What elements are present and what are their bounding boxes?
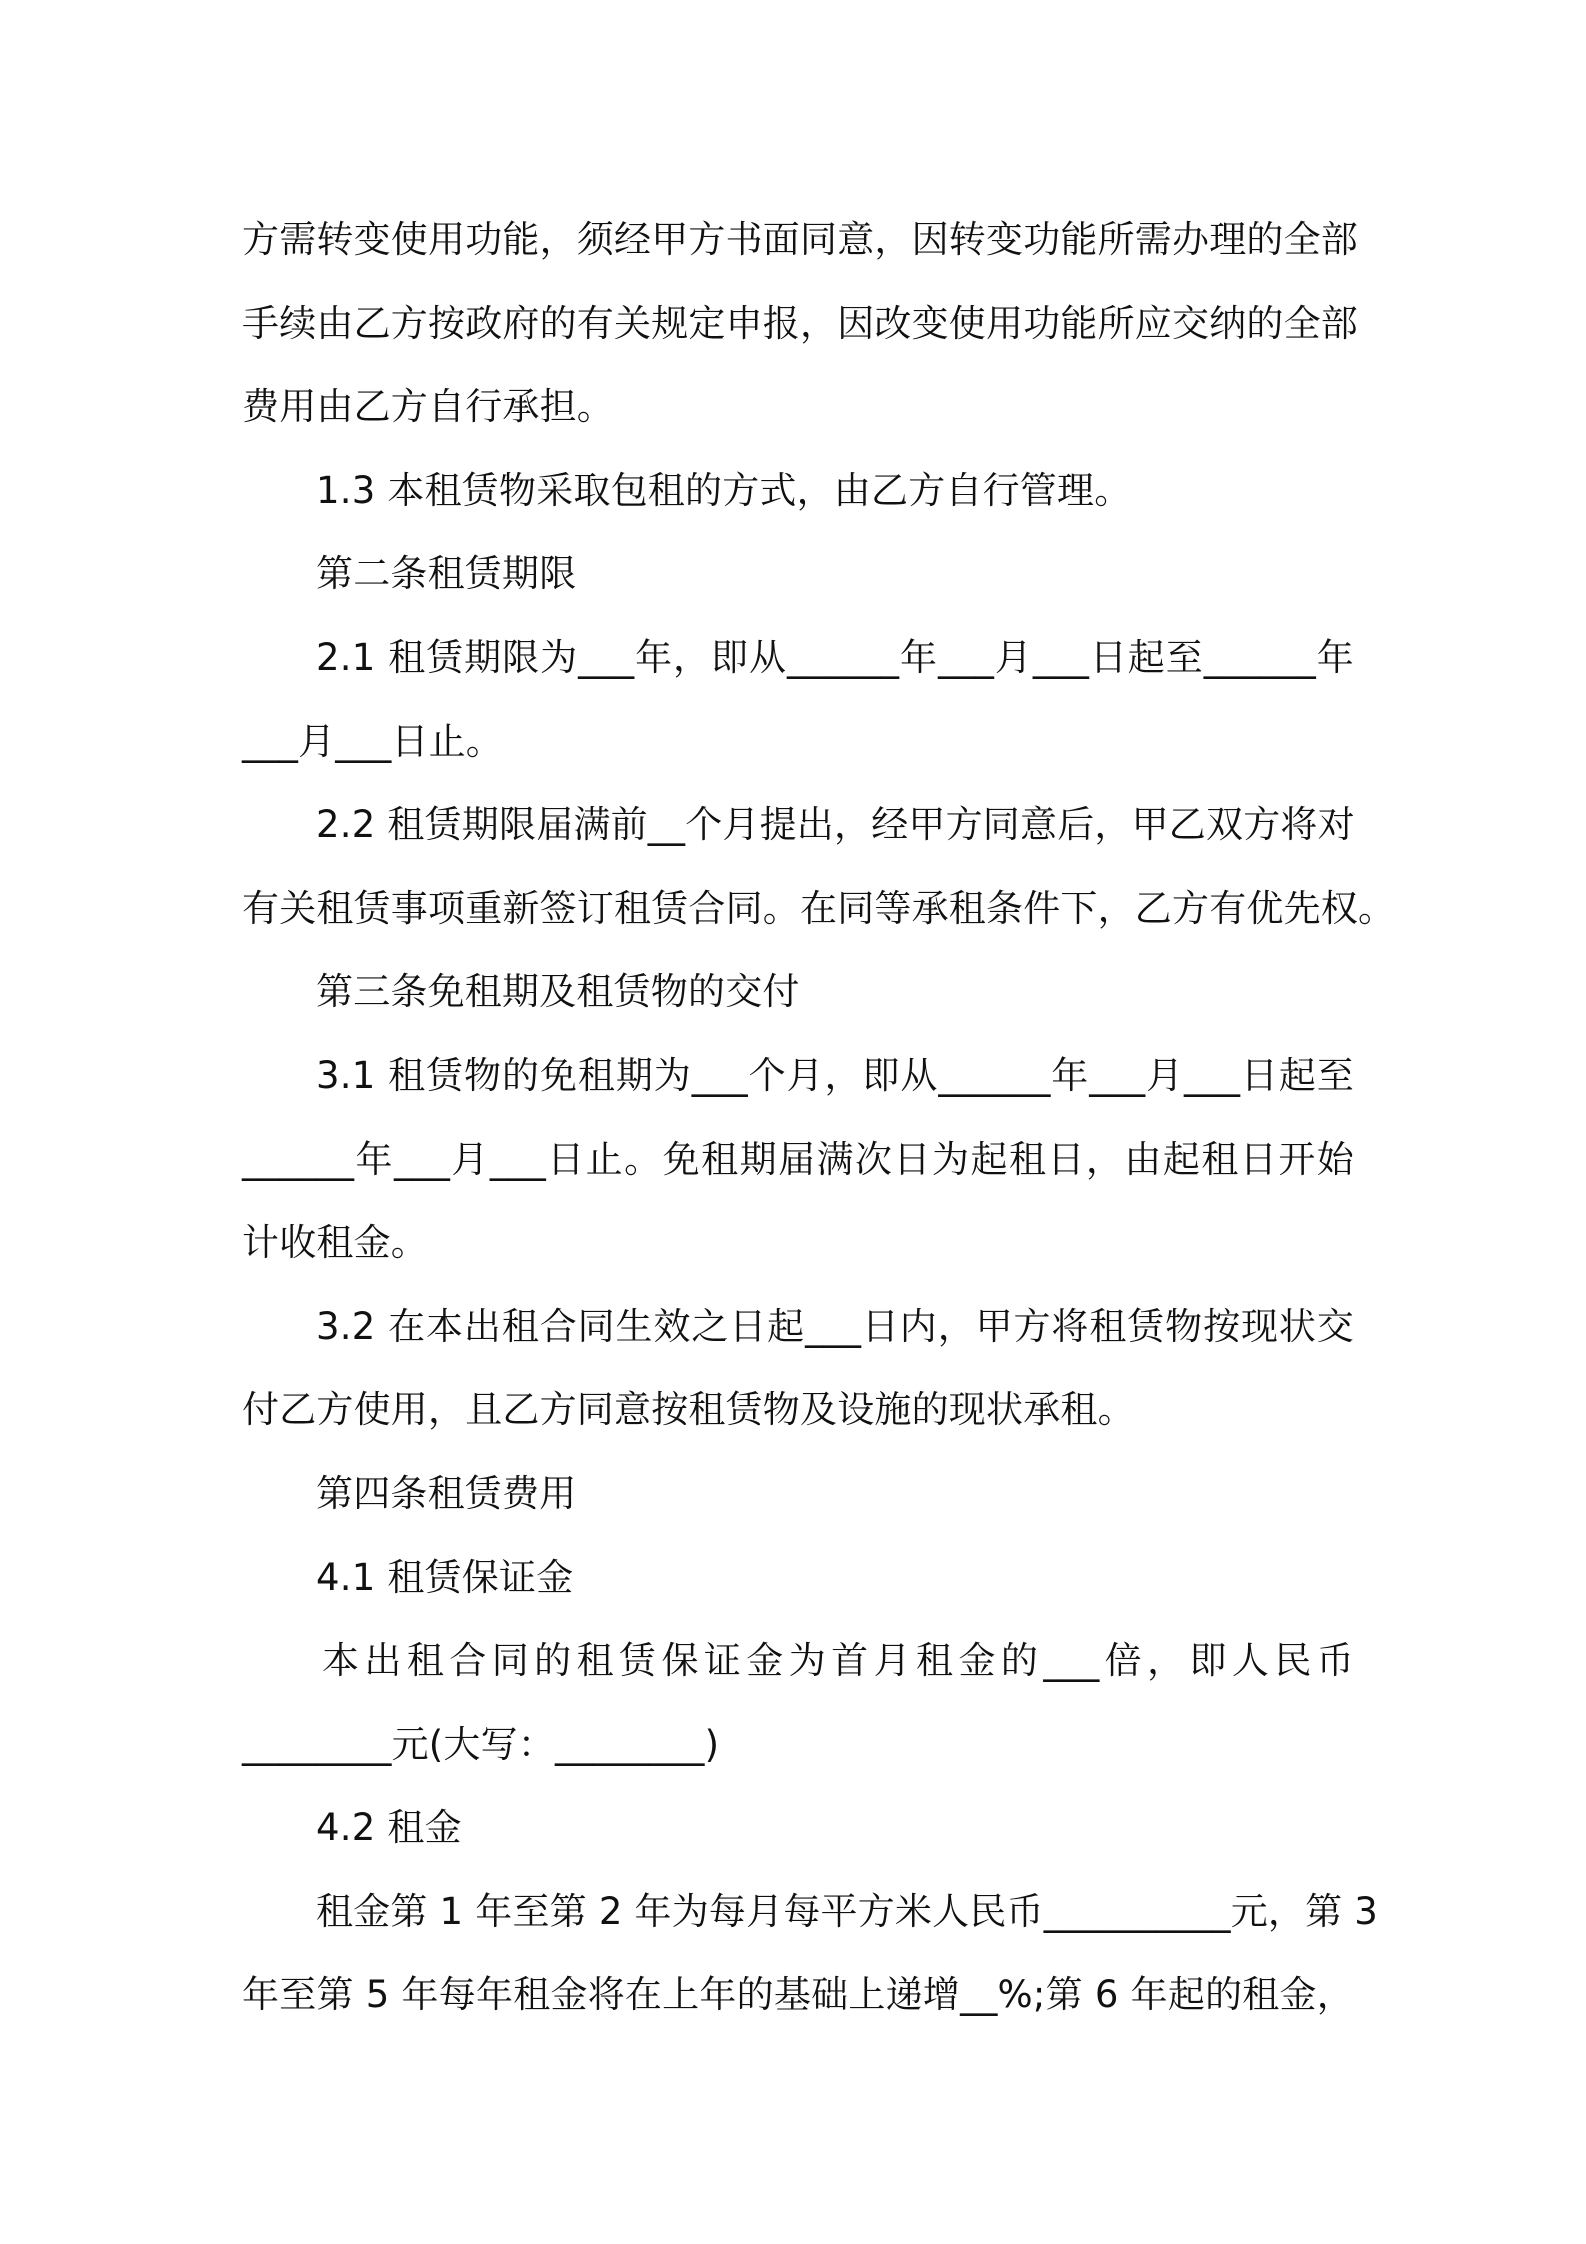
text-line: 付乙方使用，且乙方同意按租赁物及设施的现状承租。 <box>242 1388 1135 1432</box>
text-line: 有关租赁事项重新签订租赁合同。在同等承租条件下，乙方有优先权。 <box>242 886 1396 930</box>
clause-3-1: 3.1 租赁物的免租期为___个月，即从______年___月___日起至 <box>316 1053 1354 1097</box>
rent-paragraph: 租金第 1 年至第 2 年为每月每平方米人民币__________元，第 3 <box>316 1889 1379 1933</box>
clause-4-2-heading: 4.2 租金 <box>316 1806 462 1850</box>
text-line: 手续由乙方按政府的有关规定申报，因改变使用功能所应交纳的全部 <box>242 301 1358 345</box>
text-line: ___月___日止。 <box>242 719 503 763</box>
text-line: 费用由乙方自行承担。 <box>242 385 614 429</box>
text-line: ________元(大写：________) <box>242 1722 720 1766</box>
text-line: 方需转变使用功能，须经甲方书面同意，因转变功能所需办理的全部 <box>242 218 1358 261</box>
clause-4-1-heading: 4.1 租赁保证金 <box>316 1555 574 1599</box>
deposit-paragraph: 本出租合同的租赁保证金为首月租金的___倍，即人民币 <box>322 1639 1354 1683</box>
article-3-heading: 第三条免租期及租赁物的交付 <box>316 970 800 1014</box>
clause-3-2: 3.2 在本出租合同生效之日起___日内，甲方将租赁物按现状交 <box>316 1304 1354 1348</box>
article-2-heading: 第二条租赁期限 <box>316 552 577 596</box>
clause-2-1: 2.1 租赁期限为___年，即从______年___月___日起至______年 <box>316 635 1354 679</box>
clause-1-3: 1.3 本租赁物采取包租的方式，由乙方自行管理。 <box>316 468 1132 512</box>
text-line: ______年___月___日止。免租期届满次日为起租日，由起租日开始 <box>242 1137 1354 1181</box>
text-line: 年至第 5 年每年租金将在上年的基础上递增__%;第 6 年起的租金， <box>242 1973 1354 2017</box>
contract-text <box>242 198 1396 2037</box>
article-4-heading: 第四条租赁费用 <box>316 1471 577 1515</box>
text-line: 计收租金。 <box>242 1221 428 1265</box>
clause-2-2: 2.2 租赁期限届满前__个月提出，经甲方同意后，甲乙双方将对 <box>316 803 1355 847</box>
